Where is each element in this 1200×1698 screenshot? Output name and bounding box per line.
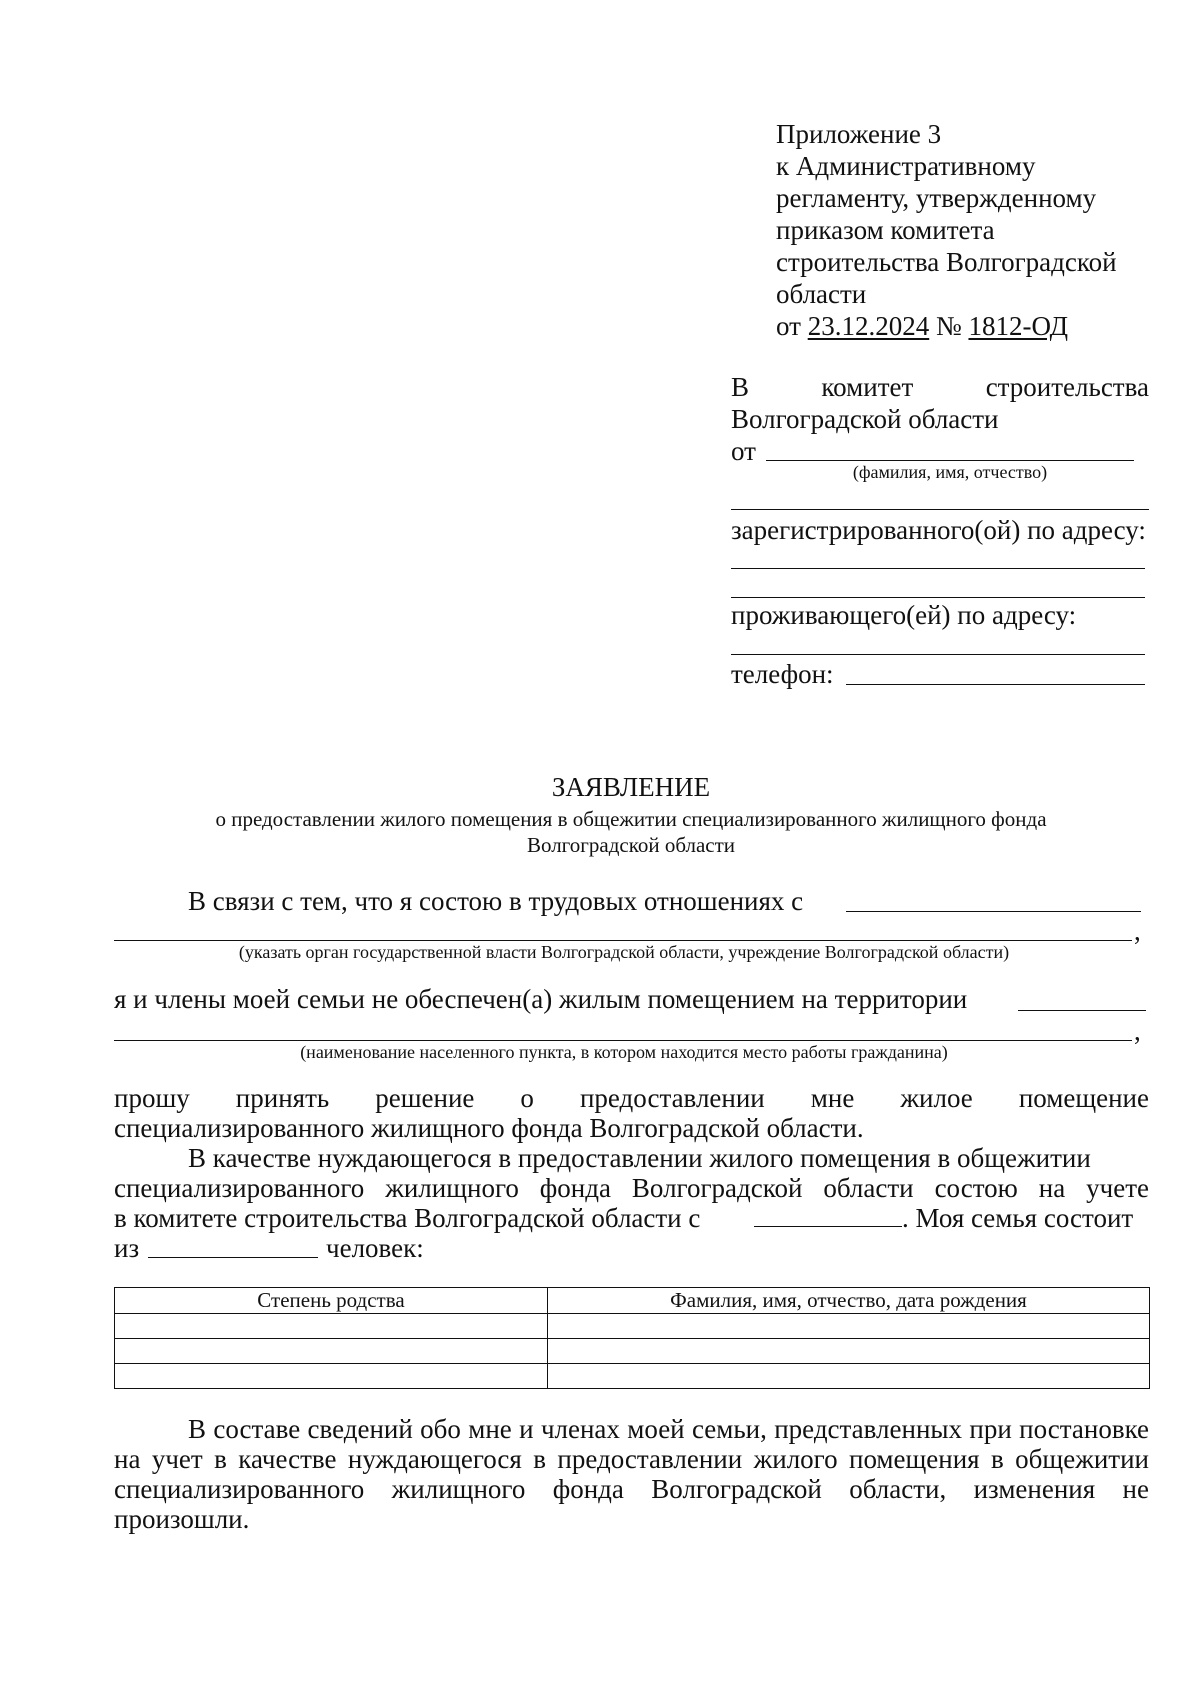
approval-line: области	[776, 279, 867, 309]
table-row	[115, 1364, 1150, 1389]
fio-hint: (фамилия, имя, отчество)	[852, 462, 1048, 482]
approval-line: к Административному	[776, 151, 1036, 181]
fio-field-line-2[interactable]	[731, 509, 1149, 510]
table-cell[interactable]	[548, 1314, 1150, 1339]
document-title: ЗАЯВЛЕНИЕ	[551, 772, 711, 802]
family-count-field-line[interactable]	[148, 1257, 318, 1258]
approval-number: 1812-ОД	[968, 311, 1069, 341]
approval-date-line: от 23.12.2024 № 1812-ОД	[776, 311, 1069, 341]
queue-date-field-line[interactable]	[754, 1226, 902, 1227]
table-cell[interactable]	[115, 1314, 548, 1339]
request-line-1: прошу принять решение о предоставлении мне жилое помещение	[114, 1083, 1149, 1113]
phone-label: телефон:	[731, 659, 834, 689]
table-row	[115, 1314, 1150, 1339]
table-cell[interactable]	[115, 1364, 548, 1389]
table-header-fio: Фамилия, имя, отчество, дата рождения	[548, 1288, 1150, 1314]
table-cell[interactable]	[115, 1339, 548, 1364]
employer-hint: (указать орган государственной власти Волгоградской области, учреждение Волгоградской области)	[238, 942, 1010, 962]
employer-field-line[interactable]	[846, 911, 1141, 912]
registered-address-line-2[interactable]	[731, 597, 1145, 598]
addressee-line-1: В комитет строительства	[731, 372, 1149, 402]
employment-text: В связи с тем, что я состою в трудовых отношениях с	[188, 886, 804, 916]
final-paragraph: В составе сведений обо мне и членах моей семьи, представленных при постановке на учет в качестве нуждающегося в предоставлении жилого помещения в общежитии специализированного жилищного фонда Волгоградской области, изменения не произошли.	[114, 1414, 1149, 1534]
employer-field-line-2[interactable]	[114, 940, 1132, 941]
comma: ,	[1134, 1016, 1141, 1046]
approval-line: регламенту, утвержденному	[776, 183, 1097, 213]
living-label: проживающего(ей) по адресу:	[731, 600, 1077, 630]
approval-line: строительства Волгоградской	[776, 247, 1117, 277]
approval-date: 23.12.2024	[807, 311, 930, 341]
from-label: от	[731, 436, 756, 466]
queue-line-3a: в комитете строительства Волгоградской области с	[114, 1203, 701, 1233]
housing-text: я и члены моей семьи не обеспечен(а) жилым помещением на территории	[114, 984, 968, 1014]
approval-line: приказом комитета	[776, 215, 995, 245]
table-cell[interactable]	[548, 1364, 1150, 1389]
queue-line-4a: из	[114, 1233, 140, 1263]
table-header-relation: Степень родства	[115, 1288, 548, 1314]
queue-line-3b: . Моя семья состоит	[902, 1203, 1134, 1233]
approval-block	[776, 118, 1176, 342]
locality-hint: (наименование населенного пункта, в котором находится место работы гражданина)	[300, 1042, 948, 1062]
table-header-row	[115, 1288, 1150, 1314]
approval-line: Приложение 3	[776, 119, 942, 149]
table-cell[interactable]	[548, 1339, 1150, 1364]
queue-line-2: специализированного жилищного фонда Волгоградской области состою на учете	[114, 1173, 1149, 1203]
document-subtitle: о предоставлении жилого помещения в общежитии специализированного жилищного фонда Волгоградской области	[215, 807, 1047, 857]
locality-field-line[interactable]	[1018, 1010, 1146, 1011]
phone-field-line[interactable]	[846, 684, 1145, 685]
table-row	[115, 1339, 1150, 1364]
family-table	[114, 1287, 1150, 1389]
registered-address-line-1[interactable]	[731, 568, 1145, 569]
living-address-line[interactable]	[731, 654, 1145, 655]
comma: ,	[1134, 916, 1141, 946]
registered-label: зарегистрированного(ой) по адресу:	[731, 515, 1146, 545]
locality-field-line-2[interactable]	[114, 1040, 1132, 1041]
queue-line-4b: человек:	[326, 1233, 424, 1263]
addressee-line-2: Волгоградской области	[731, 404, 999, 434]
queue-line-1: В качестве нуждающегося в предоставлении жилого помещения в общежитии	[188, 1143, 1091, 1173]
fio-field-line[interactable]	[766, 460, 1134, 461]
request-line-2: специализированного жилищного фонда Волгоградской области.	[114, 1113, 864, 1143]
